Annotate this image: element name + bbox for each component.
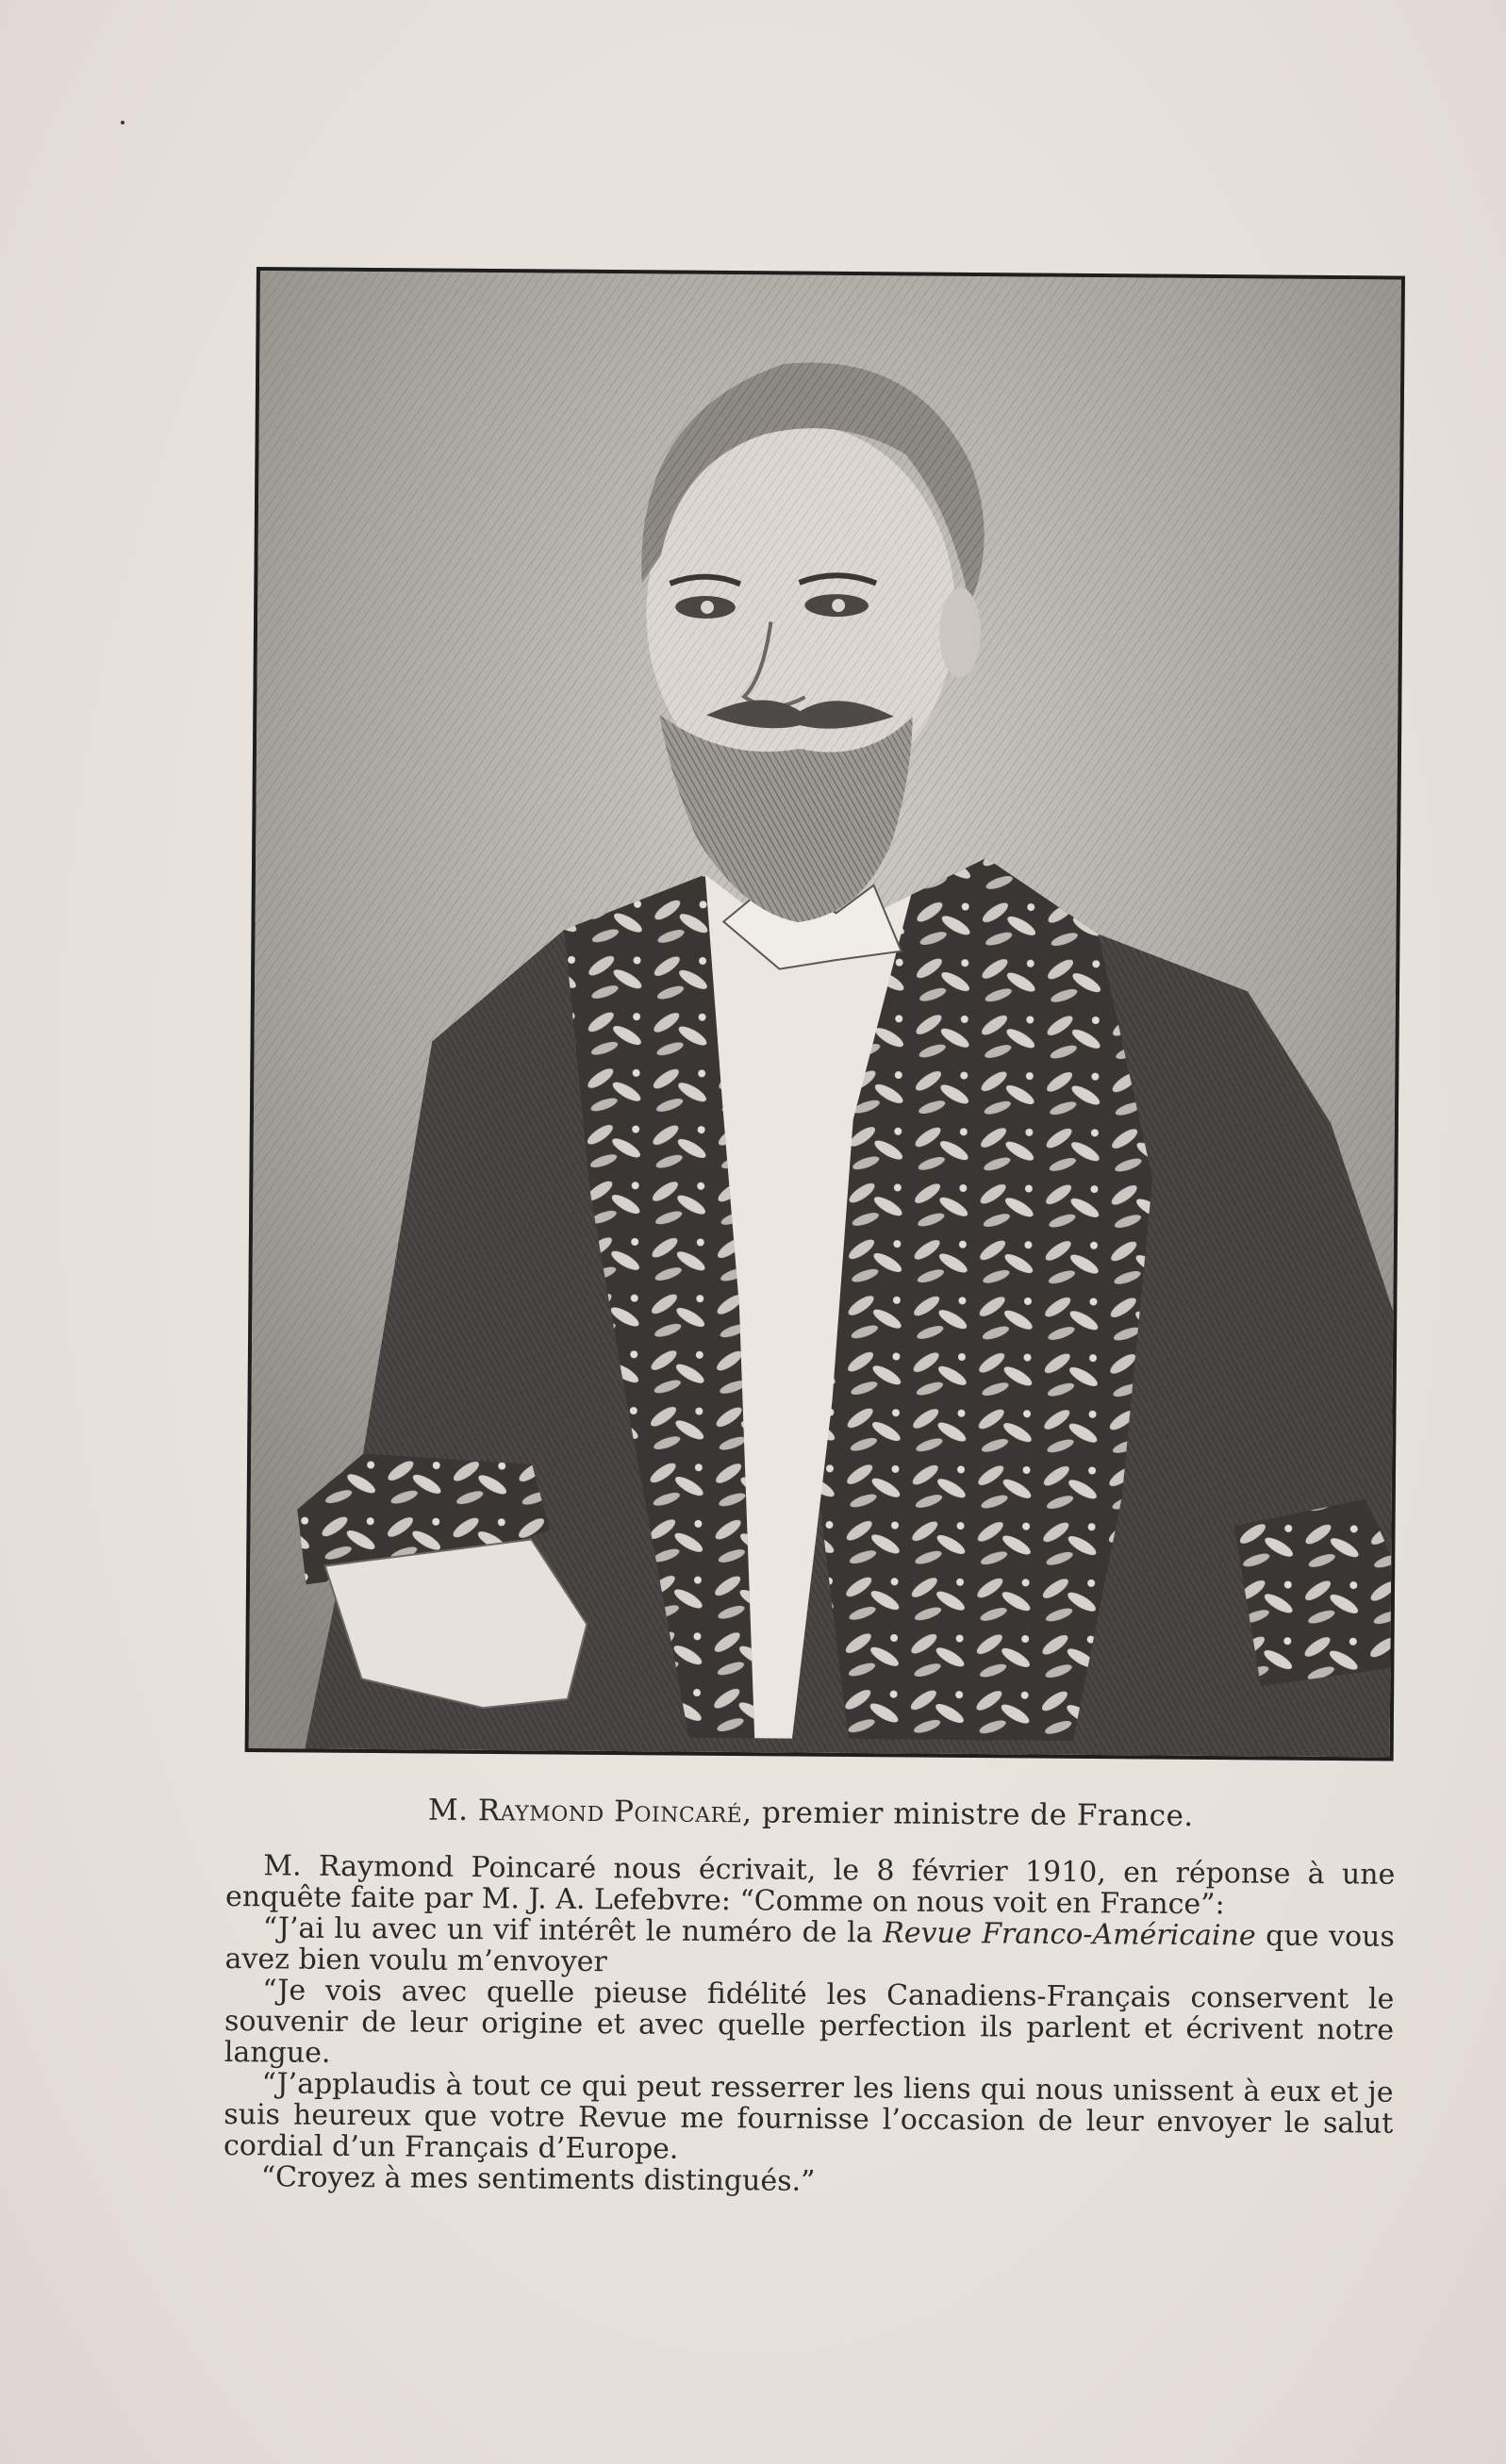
caption-name-small-caps-2: oincaré [634, 1794, 743, 1830]
letter-closing: “Croyez à mes sentiments distingués.” [260, 2160, 816, 2198]
revue-title: Revue Franco-Américaine [883, 1916, 1256, 1953]
portrait-image [245, 267, 1405, 1761]
caption-name-mid: P [604, 1794, 635, 1829]
caption-name-prefix: M. R [427, 1793, 501, 1828]
caption-name-small-caps-1: aymond [500, 1794, 604, 1829]
paper-speck [121, 121, 124, 124]
letter-paragraph-1-end: que vous avez bien voulu m’envoyer [224, 1919, 1395, 1979]
letter-paragraph-2: “Je vois avec quelle pieuse fidélité les Canadiens-Français conservent le souvenir de leur origine et avec quelle perfection ils parlent et écrivent notre langue. [223, 1974, 1395, 2070]
letter-paragraph-1 [224, 1912, 1394, 1984]
letter-intro-paragraph: M. Raymond Poincaré nous écrivait, le 8 février 1910, en réponse à une enquête faite par M. J. A. Lefebvre: “Comme on nous voit en France”: [224, 1849, 1396, 1922]
caption-block [223, 1792, 1396, 2202]
caption-name-rest: , premier ministre de France. [742, 1795, 1194, 1834]
letter-paragraph-1-start: “J’ai lu avec un vif intérêt le numéro de la [262, 1911, 884, 1950]
letter-paragraph-3: “J’applaudis à tout ce qui peut resserrer les liens qui nous unissent à eux et je suis heureux que votre Revue me fournisse l’occasion de leur envoyer le salut cordial d’un Français d’Europe. [223, 2067, 1394, 2166]
portrait-engraving-illustration [249, 271, 1401, 1757]
